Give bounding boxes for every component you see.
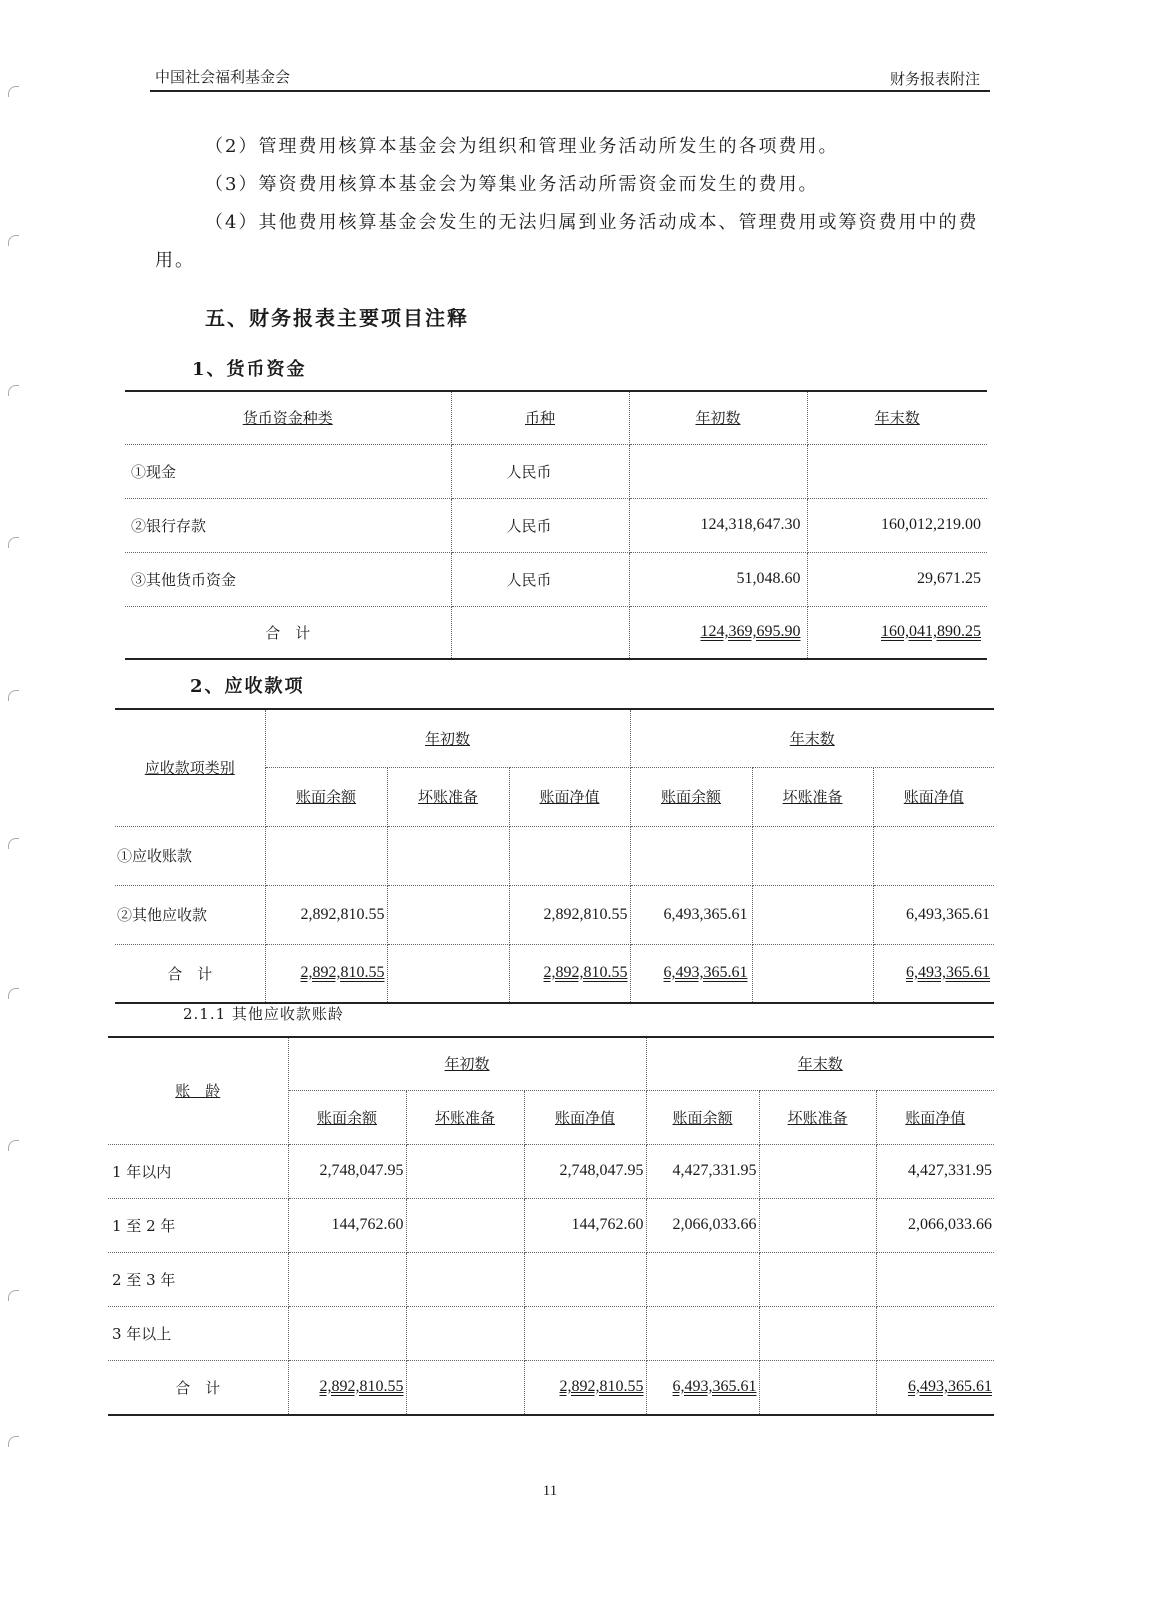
value-cell: [406, 1144, 524, 1198]
row-label: 2 至 3 年: [108, 1252, 288, 1306]
value-cell: 6,493,365.61: [630, 885, 752, 944]
row-label: ②银行存款: [125, 498, 451, 552]
table-row: [115, 826, 994, 885]
total-row: [125, 606, 987, 659]
column-header: 账面净值: [524, 1090, 646, 1144]
value-cell: [387, 826, 509, 885]
value-cell: 2,892,810.55: [265, 885, 387, 944]
value-cell: 29,671.25: [807, 552, 987, 606]
total-value: 2,892,810.55: [524, 1360, 646, 1415]
value-cell: 2,066,033.66: [876, 1198, 994, 1252]
table-row: [108, 1306, 994, 1360]
value-cell: 160,012,219.00: [807, 498, 987, 552]
currency-cell: 人民币: [451, 552, 629, 606]
value-cell: [509, 826, 630, 885]
paragraph-other-expense: （4）其他费用核算基金会发生的无法归属到业务活动成本、管理费用或筹资费用中的费用。: [155, 212, 979, 271]
row-label: 3 年以上: [108, 1306, 288, 1360]
column-header: 账面余额: [630, 767, 752, 826]
table-row: [125, 552, 987, 606]
value-cell: [406, 1198, 524, 1252]
row-label: 1 年以内: [108, 1144, 288, 1198]
value-cell: [807, 444, 987, 498]
value-cell: [752, 885, 873, 944]
value-cell: [646, 1252, 759, 1306]
value-cell: [876, 1252, 994, 1306]
total-value: 124,369,695.90: [629, 606, 807, 659]
group-header: 年末数: [630, 709, 994, 767]
category-header: 账 龄: [108, 1037, 288, 1144]
total-value: 6,493,365.61: [646, 1360, 759, 1415]
table-header-row: [115, 709, 994, 767]
column-header: 坏账准备: [759, 1090, 876, 1144]
column-header: 账面余额: [265, 767, 387, 826]
paragraph-fundraising-expense: （3）筹资费用核算本基金会为筹集业务活动所需资金而发生的费用。: [205, 174, 819, 195]
value-cell: [759, 1252, 876, 1306]
section-title: 五、财务报表主要项目注释: [205, 306, 469, 330]
total-label: 合 计: [108, 1360, 288, 1415]
receivables-table: [115, 708, 994, 1004]
row-label: ①应收账款: [115, 826, 265, 885]
value-cell: [387, 885, 509, 944]
header-organization: 中国社会福利基金会: [155, 68, 291, 86]
column-header: 坏账准备: [406, 1090, 524, 1144]
currency-cell: [451, 606, 629, 659]
value-cell: 124,318,647.30: [629, 498, 807, 552]
value-cell: 2,748,047.95: [288, 1144, 406, 1198]
total-value: 6,493,365.61: [873, 944, 994, 1003]
row-label: ①现金: [125, 444, 451, 498]
column-header: 年初数: [629, 391, 807, 444]
aging-table: [108, 1036, 994, 1416]
table-header-row: [108, 1037, 994, 1090]
value-cell: [876, 1306, 994, 1360]
total-value: [406, 1360, 524, 1415]
header-rule: [150, 90, 990, 92]
column-header: 账面净值: [876, 1090, 994, 1144]
value-cell: [406, 1306, 524, 1360]
total-value: 2,892,810.55: [509, 944, 630, 1003]
value-cell: [524, 1306, 646, 1360]
value-cell: [759, 1198, 876, 1252]
value-cell: [288, 1306, 406, 1360]
total-row: [108, 1360, 994, 1415]
table-header-row: [125, 391, 987, 444]
value-cell: 2,892,810.55: [509, 885, 630, 944]
total-value: [387, 944, 509, 1003]
column-header: 币种: [451, 391, 629, 444]
value-cell: [759, 1144, 876, 1198]
group-header: 年初数: [265, 709, 630, 767]
total-label: 合 计: [115, 944, 265, 1003]
value-cell: [752, 826, 873, 885]
total-value: [759, 1360, 876, 1415]
total-value: 6,493,365.61: [876, 1360, 994, 1415]
total-value: [752, 944, 873, 1003]
value-cell: [873, 826, 994, 885]
cash-title: 1、货币资金: [192, 359, 307, 380]
total-row: [115, 944, 994, 1003]
value-cell: 4,427,331.95: [876, 1144, 994, 1198]
table-row: [125, 498, 987, 552]
total-value: 160,041,890.25: [807, 606, 987, 659]
table-row: [108, 1144, 994, 1198]
table-row: [115, 885, 994, 944]
column-header: 账面余额: [646, 1090, 759, 1144]
value-cell: [629, 444, 807, 498]
value-cell: 6,493,365.61: [873, 885, 994, 944]
table-row: [125, 444, 987, 498]
value-cell: [646, 1306, 759, 1360]
total-label: 合 计: [125, 606, 451, 659]
table-row: [108, 1252, 994, 1306]
currency-cell: 人民币: [451, 444, 629, 498]
table-row: [108, 1198, 994, 1252]
total-value: 6,493,365.61: [630, 944, 752, 1003]
receivables-title: 2、应收款项: [190, 676, 305, 697]
page-number: 11: [542, 1483, 558, 1499]
value-cell: [759, 1306, 876, 1360]
paragraph-admin-expense: （2）管理费用核算本基金会为组织和管理业务活动所发生的各项费用。: [205, 136, 839, 157]
value-cell: [406, 1252, 524, 1306]
group-header: 年初数: [288, 1037, 646, 1090]
total-value: 2,892,810.55: [288, 1360, 406, 1415]
value-cell: 144,762.60: [524, 1198, 646, 1252]
total-value: 2,892,810.55: [265, 944, 387, 1003]
column-header: 货币资金种类: [125, 391, 451, 444]
currency-cell: 人民币: [451, 498, 629, 552]
column-header: 年末数: [807, 391, 987, 444]
column-header: 坏账准备: [387, 767, 509, 826]
value-cell: 4,427,331.95: [646, 1144, 759, 1198]
column-header: 账面余额: [288, 1090, 406, 1144]
value-cell: 144,762.60: [288, 1198, 406, 1252]
row-label: ②其他应收款: [115, 885, 265, 944]
row-label: ③其他货币资金: [125, 552, 451, 606]
value-cell: [265, 826, 387, 885]
group-header: 年末数: [646, 1037, 994, 1090]
aging-title: 2.1.1 其他应收款账龄: [183, 1005, 344, 1023]
value-cell: 2,748,047.95: [524, 1144, 646, 1198]
cash-table: [125, 390, 987, 660]
value-cell: [288, 1252, 406, 1306]
value-cell: 2,066,033.66: [646, 1198, 759, 1252]
column-header: 账面净值: [509, 767, 630, 826]
value-cell: 51,048.60: [629, 552, 807, 606]
header-section: 财务报表附注: [889, 70, 980, 88]
row-label: 1 至 2 年: [108, 1198, 288, 1252]
column-header: 账面净值: [873, 767, 994, 826]
value-cell: [524, 1252, 646, 1306]
category-header: 应收款项类别: [115, 709, 265, 826]
value-cell: [630, 826, 752, 885]
column-header: 坏账准备: [752, 767, 873, 826]
